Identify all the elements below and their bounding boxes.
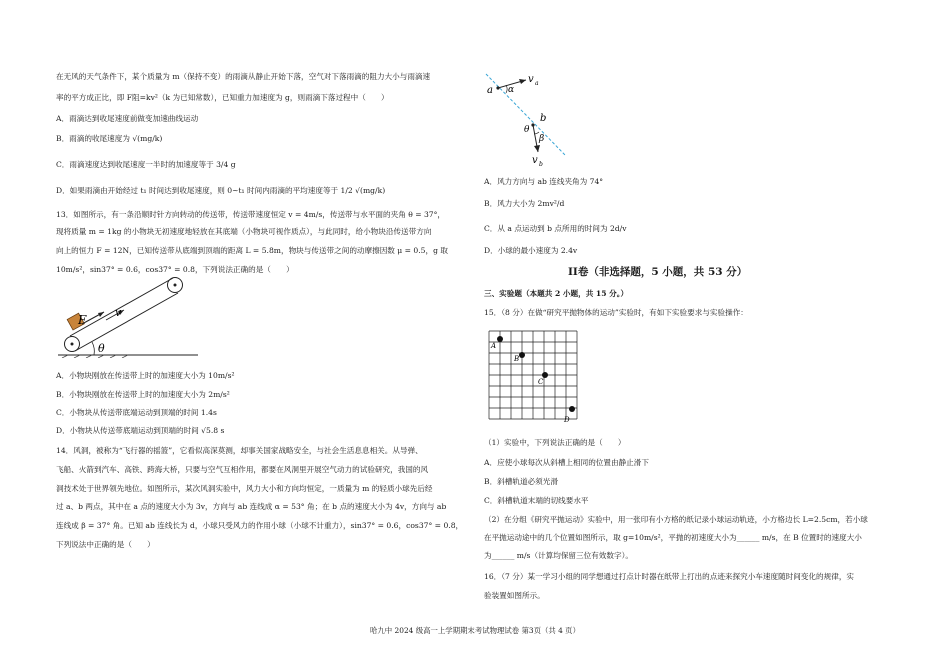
q14-stem-line-4: 过 a、b 两点，其中在 a 点的速度大小为 3v，方向与 ab 连线成 α = 53° 角；在 b 点的速度大小为 4v，方向与 ab (56, 502, 447, 511)
q14-stem-line-3: 洞技术处于世界领先地位。如图所示，某次风洞实验中，风力大小和方向均恒定，一质量为 m 的轻质小球先后经 (56, 484, 433, 493)
q15-stem: 15．（8 分）在做“研究平抛物体的运动”实验时，有如下实验要求与实验操作： (484, 308, 748, 317)
q14-stem-line-1: 14．风洞，被称为“飞行器的摇篮”，它看似高深莫测，却事关国家战略安全，与社会生活息息相关。从导弹、 (56, 446, 423, 455)
q15-sub1-option-b: B．斜槽轨道必须光滑 (484, 477, 558, 486)
wind-label-beta: β (539, 134, 545, 144)
q14-option-b: B．风力大小为 2mv²/d (484, 199, 565, 208)
q15-sub2-line-2: 在平抛运动途中的几个位置如图所示，取 g=10m/s²，平抛的初速度大小为______ m/s，在 B 位置时的速度大小 (484, 533, 862, 542)
belt-label-angle: θ (98, 342, 105, 355)
section-ii-title: II卷（非选择题，5 小题，共 53 分） (568, 266, 748, 278)
grid-label-a: A (491, 342, 497, 350)
wind-label-vb: v (532, 155, 538, 166)
q15-sub2-line-1: （2）在分组《研究平抛运动》实验中，用一张印有小方格的纸记录小球运动轨迹，小方格边长 L=2.5cm，若小球 (484, 515, 868, 524)
wind-label-theta: θ (524, 125, 530, 135)
q14-option-a: A．风力方向与 ab 连线夹角为 74° (484, 177, 604, 186)
q12-option-a: A．雨滴达到收尾速度前做变加速曲线运动 (56, 114, 199, 123)
q14-stem-line-6: 下列说法中正确的是（ ） (56, 540, 155, 549)
projectile-grid-figure (488, 330, 590, 426)
q13-stem-line-2: 现将质量 m = 1kg 的小物块无初速度地轻放在其底端（小物块可视作质点），与此同时，给小物块沿传送带方向 (56, 227, 432, 236)
wind-label-alpha: α (508, 85, 515, 95)
q14-stem-line-2: 飞船、火箭到汽车、高铁、跨海大桥，只要与空气互相作用，都要在风洞里开展空气动力的试验研究，我国的风 (56, 465, 429, 474)
conveyor-belt-figure (58, 274, 198, 358)
q14-option-d: D．小球的最小速度为 2.4v (484, 246, 578, 255)
page-footer: 哈九中 2024 级高一上学期期末考试物理试卷 第3页（共 4 页） (370, 626, 580, 635)
wind-label-va-sub: a (535, 80, 539, 87)
q12-option-d: D．如果雨滴由开始经过 t₁ 时间达到收尾速度，则 0~t₁ 时间内雨滴的平均速度等于 1/2 √(mg/k) (56, 186, 386, 195)
belt-label-force: F (78, 313, 87, 327)
q16-stem-line-2: 验装置如图所示。 (484, 591, 545, 600)
grid-label-b: B (514, 355, 520, 363)
q15-sub1-stem: （1）实验中，下列说法正确的是（ ） (484, 438, 626, 447)
wind-label-va: v (528, 74, 534, 85)
q13-option-c: C．小物块从传送带底端运动到顶端的时间 1.4s (56, 408, 217, 417)
q13-option-a: A．小物块刚放在传送带上时的加速度大小为 10m/s² (56, 371, 235, 380)
q15-sub2-line-3: 为______ m/s（计算均保留三位有效数字）。 (484, 551, 633, 560)
q15-sub1-option-c: C．斜槽轨道末端的切线要水平 (484, 496, 589, 505)
section-experiment-heading: 三、实验题（本题共 2 小题，共 15 分。） (484, 289, 629, 298)
q12-option-c: C．雨滴速度达到收尾速度一半时的加速度等于 3/4 g (56, 160, 236, 169)
q13-stem-line-3: 向上的恒力 F = 12N，已知传送带从底端到顶端的距离 L = 5.8m，物块与传送带之间的动摩擦因数 μ = 0.5，g 取 (56, 246, 448, 255)
q14-stem-line-5: 连线成 β = 37° 角。已知 ab 连线长为 d，小球只受风力的作用小球（小球不计重力），sin37° = 0.6，cos37° = 0.8， (56, 521, 464, 530)
wind-tunnel-figure (484, 72, 574, 168)
q13-stem-line-4: 10m/s²，sin37° = 0.6，cos37° = 0.8，下列说法正确的是（ ） (56, 265, 294, 274)
q12-stem-line-2: 率的平方成正比，即 F阻=kv²（k 为已知常数），已知重力加速度为 g，则雨滴下落过程中（ ） (56, 93, 389, 102)
q14-option-c: C．从 a 点运动到 b 点所用的时间为 2d/v (484, 224, 627, 233)
grid-label-c: C (538, 378, 544, 386)
wind-label-vb-sub: b (539, 161, 543, 168)
q13-option-d: D．小物块从传送带底端运动到顶端的时间 √5.8 s (56, 426, 225, 435)
q15-sub1-option-a: A．应使小球每次从斜槽上相同的位置由静止滑下 (484, 458, 649, 467)
wind-label-b: b (540, 113, 547, 124)
q12-stem-line-1: 在无风的天气条件下，某个质量为 m（保持不变）的雨滴从静止开始下落，空气对下落雨滴的阻力大小与雨滴速 (56, 72, 431, 81)
belt-label-velocity: v (115, 306, 122, 319)
grid-label-d: D (564, 416, 570, 424)
q13-option-b: B．小物块刚放在传送带上时的加速度大小为 2m/s² (56, 390, 230, 399)
wind-label-a: a (487, 85, 493, 96)
q12-option-b: B．雨滴的收尾速度为 √(mg/k) (56, 134, 163, 143)
q16-stem-line-1: 16．（7 分）某一学习小组的同学想通过打点计时器在纸带上打出的点迹来探究小车速度随时间变化的规律，实 (484, 572, 855, 581)
q13-stem-line-1: 13．如图所示，有一条沿顺时针方向转动的传送带，传送带速度恒定 v = 4m/s，传送带与水平面的夹角 θ = 37°， (56, 210, 446, 219)
